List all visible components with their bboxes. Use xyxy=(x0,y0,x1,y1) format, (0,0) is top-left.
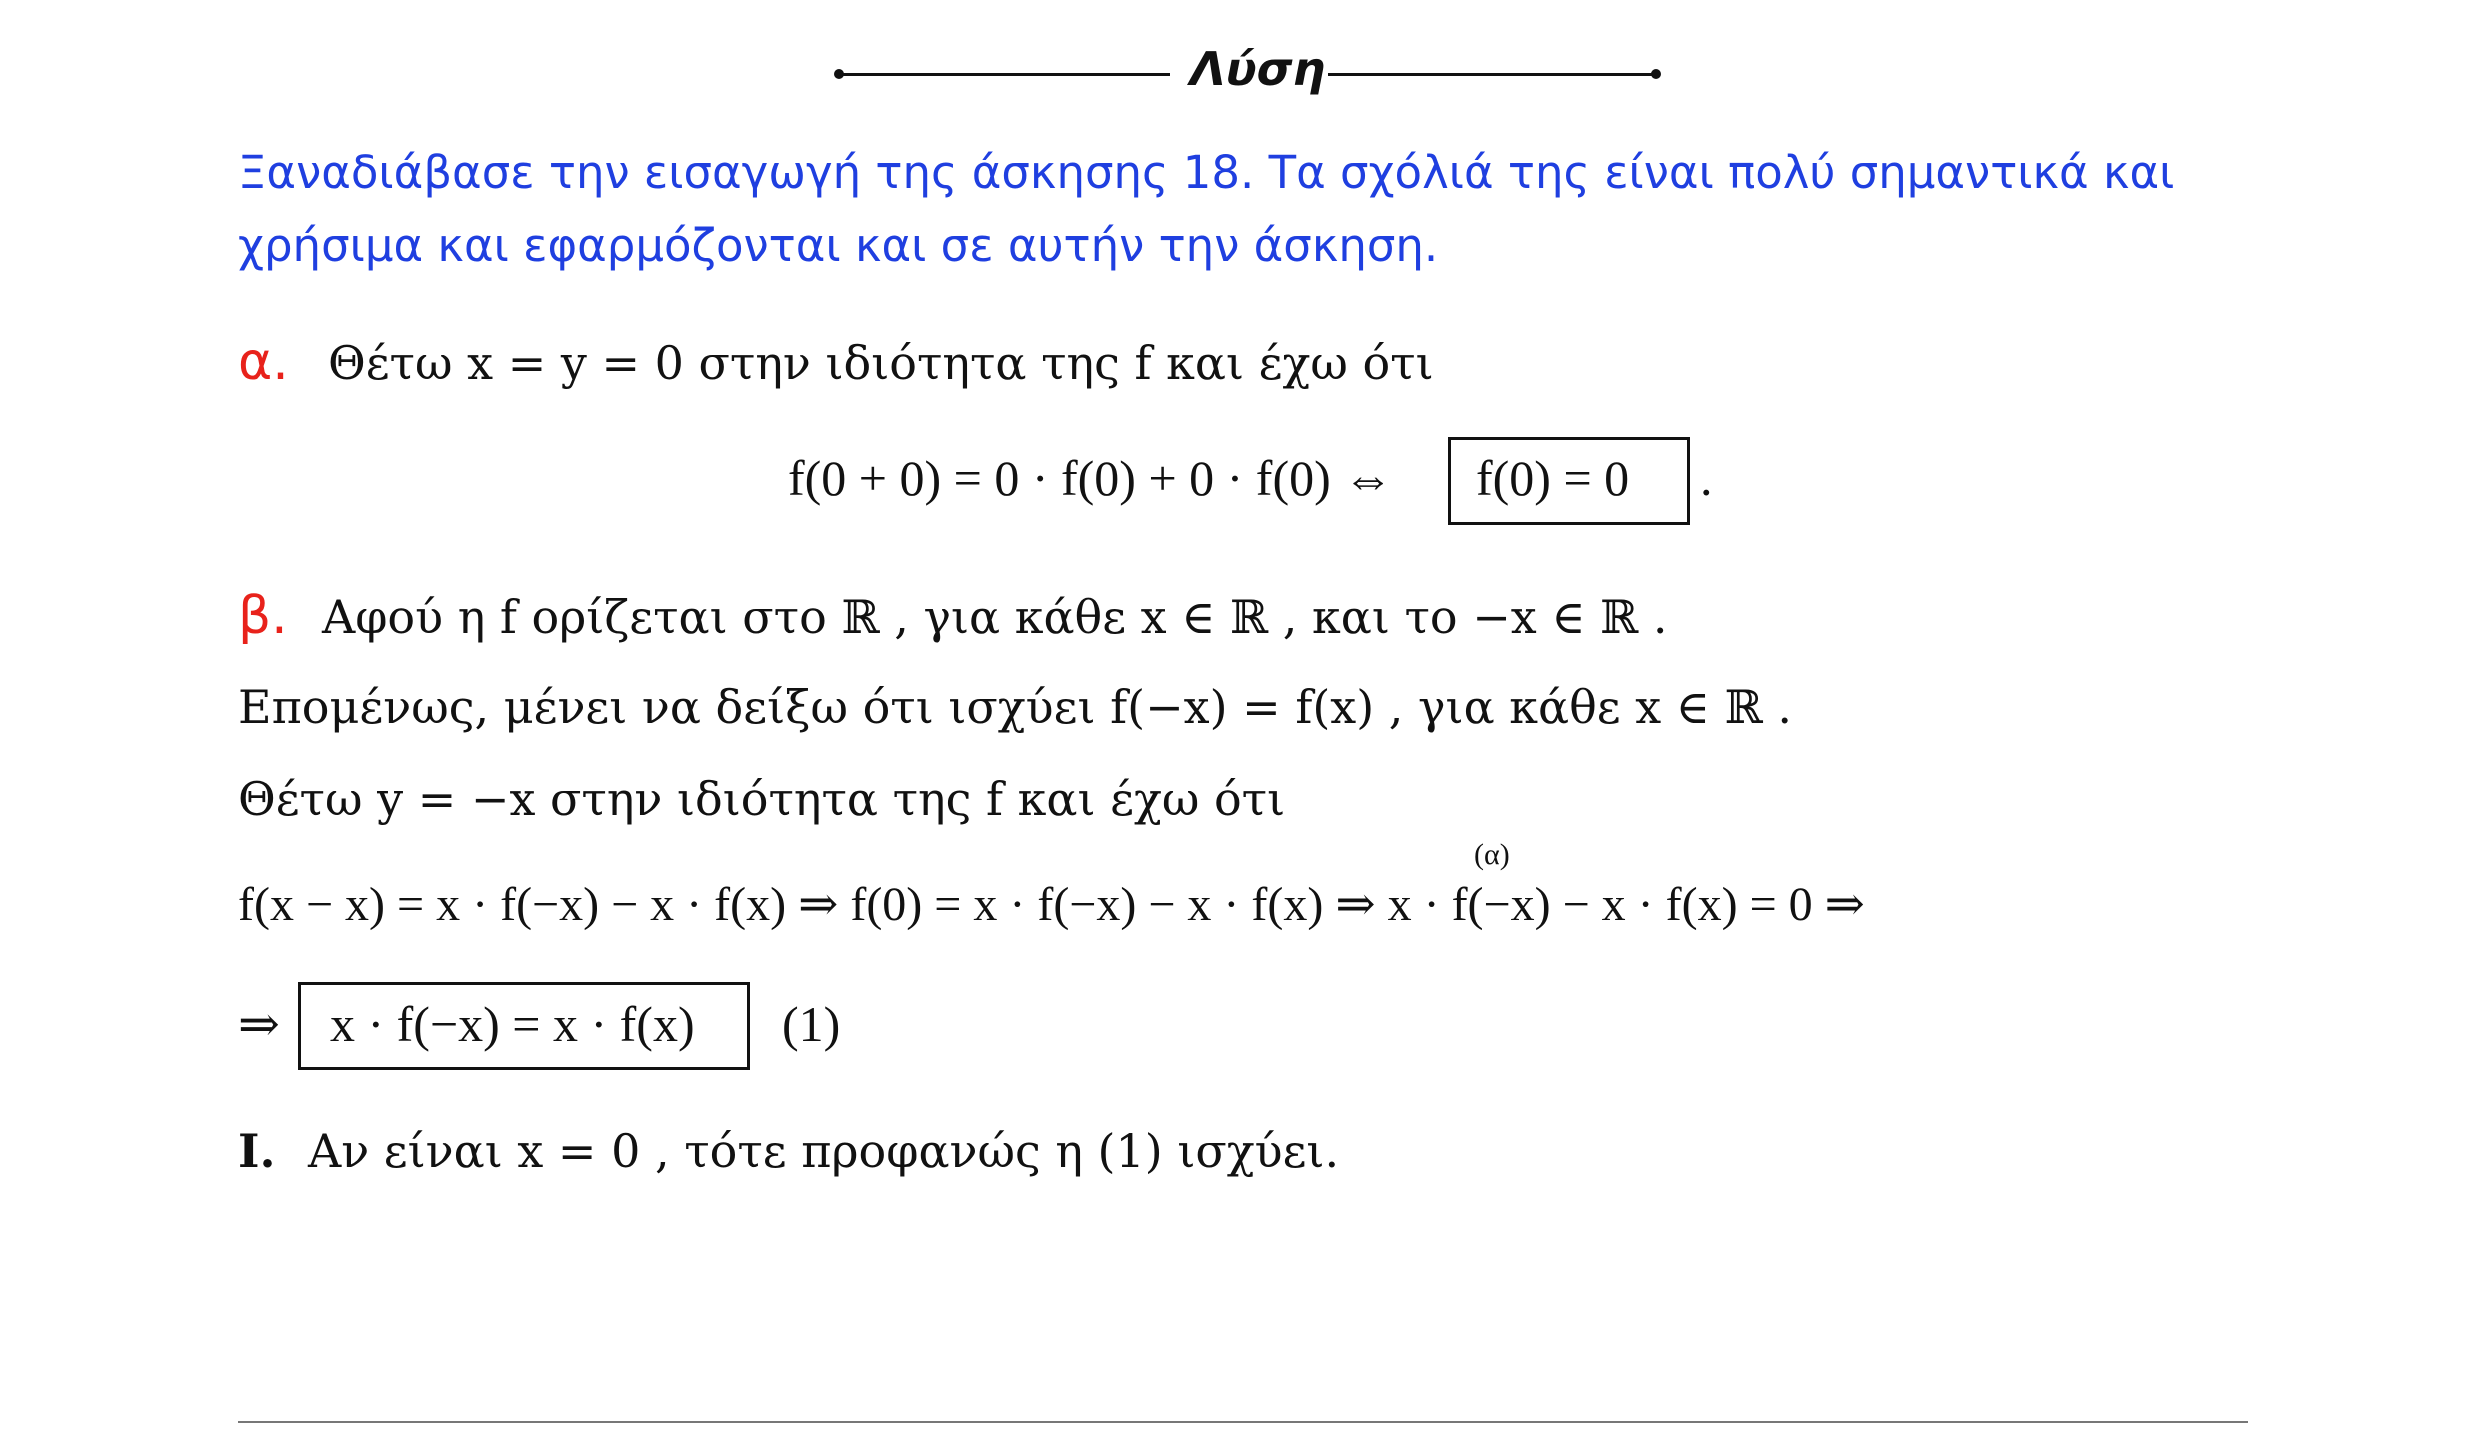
part-b-line-2: Επομένως, μένει να δείξω ότι ισχύει f(−x) = f(x) , για κάθε x ∈ ℝ . xyxy=(238,680,1792,734)
equation-tag: (1) xyxy=(782,996,841,1052)
page-title: Λύση xyxy=(1190,42,1326,96)
part-b-line-3: Θέτω y = −x στην ιδιότητα της f και έχω ότι xyxy=(238,772,1286,826)
header-right-dot xyxy=(1651,69,1661,79)
intro-line-1: Ξαναδιάβασε την εισαγωγή της άσκησης 18. Τα σχόλιά της είναι πολύ σημαντικά και xyxy=(238,146,2175,199)
part-a-label: α. xyxy=(238,332,289,392)
alpha-reference-superscript: (α) xyxy=(1474,838,1510,871)
case-i-label: Ι. xyxy=(238,1124,276,1178)
part-b-equation-1: f(x − x) = x · f(−x) − x · f(x) ⇒ f(0) = x · f(−x) − x · f(x) ⇒ x · f(−x) − x · f(x) = 0 ⇒ xyxy=(238,878,1865,931)
footer-rule xyxy=(238,1421,2248,1423)
part-a-text: Θέτω x = y = 0 στην ιδιότητα της f και έχω ότι xyxy=(328,336,1434,390)
case-i-text: Αν είναι x = 0 , τότε προφανώς η (1) ισχύει. xyxy=(308,1124,1340,1178)
intro-line-2: χρήσιμα και εφαρμόζονται και σε αυτήν την άσκηση. xyxy=(238,219,1439,272)
part-b-equation-2-arrow: ⇒ xyxy=(238,996,280,1052)
header-left-rule xyxy=(840,73,1170,76)
part-b-label: β. xyxy=(238,586,288,646)
part-a-period: . xyxy=(1700,450,1713,506)
part-a-equation: f(0 + 0) = 0 · f(0) + 0 · f(0) ⇔ xyxy=(788,450,1394,506)
part-a-result: f(0) = 0 xyxy=(1476,450,1630,506)
part-b-line-1: Αφού η f ορίζεται στο ℝ , για κάθε x ∈ ℝ , και το −x ∈ ℝ . xyxy=(322,590,1668,644)
part-b-result: x · f(−x) = x · f(x) xyxy=(330,996,695,1052)
header-right-rule xyxy=(1328,73,1656,76)
